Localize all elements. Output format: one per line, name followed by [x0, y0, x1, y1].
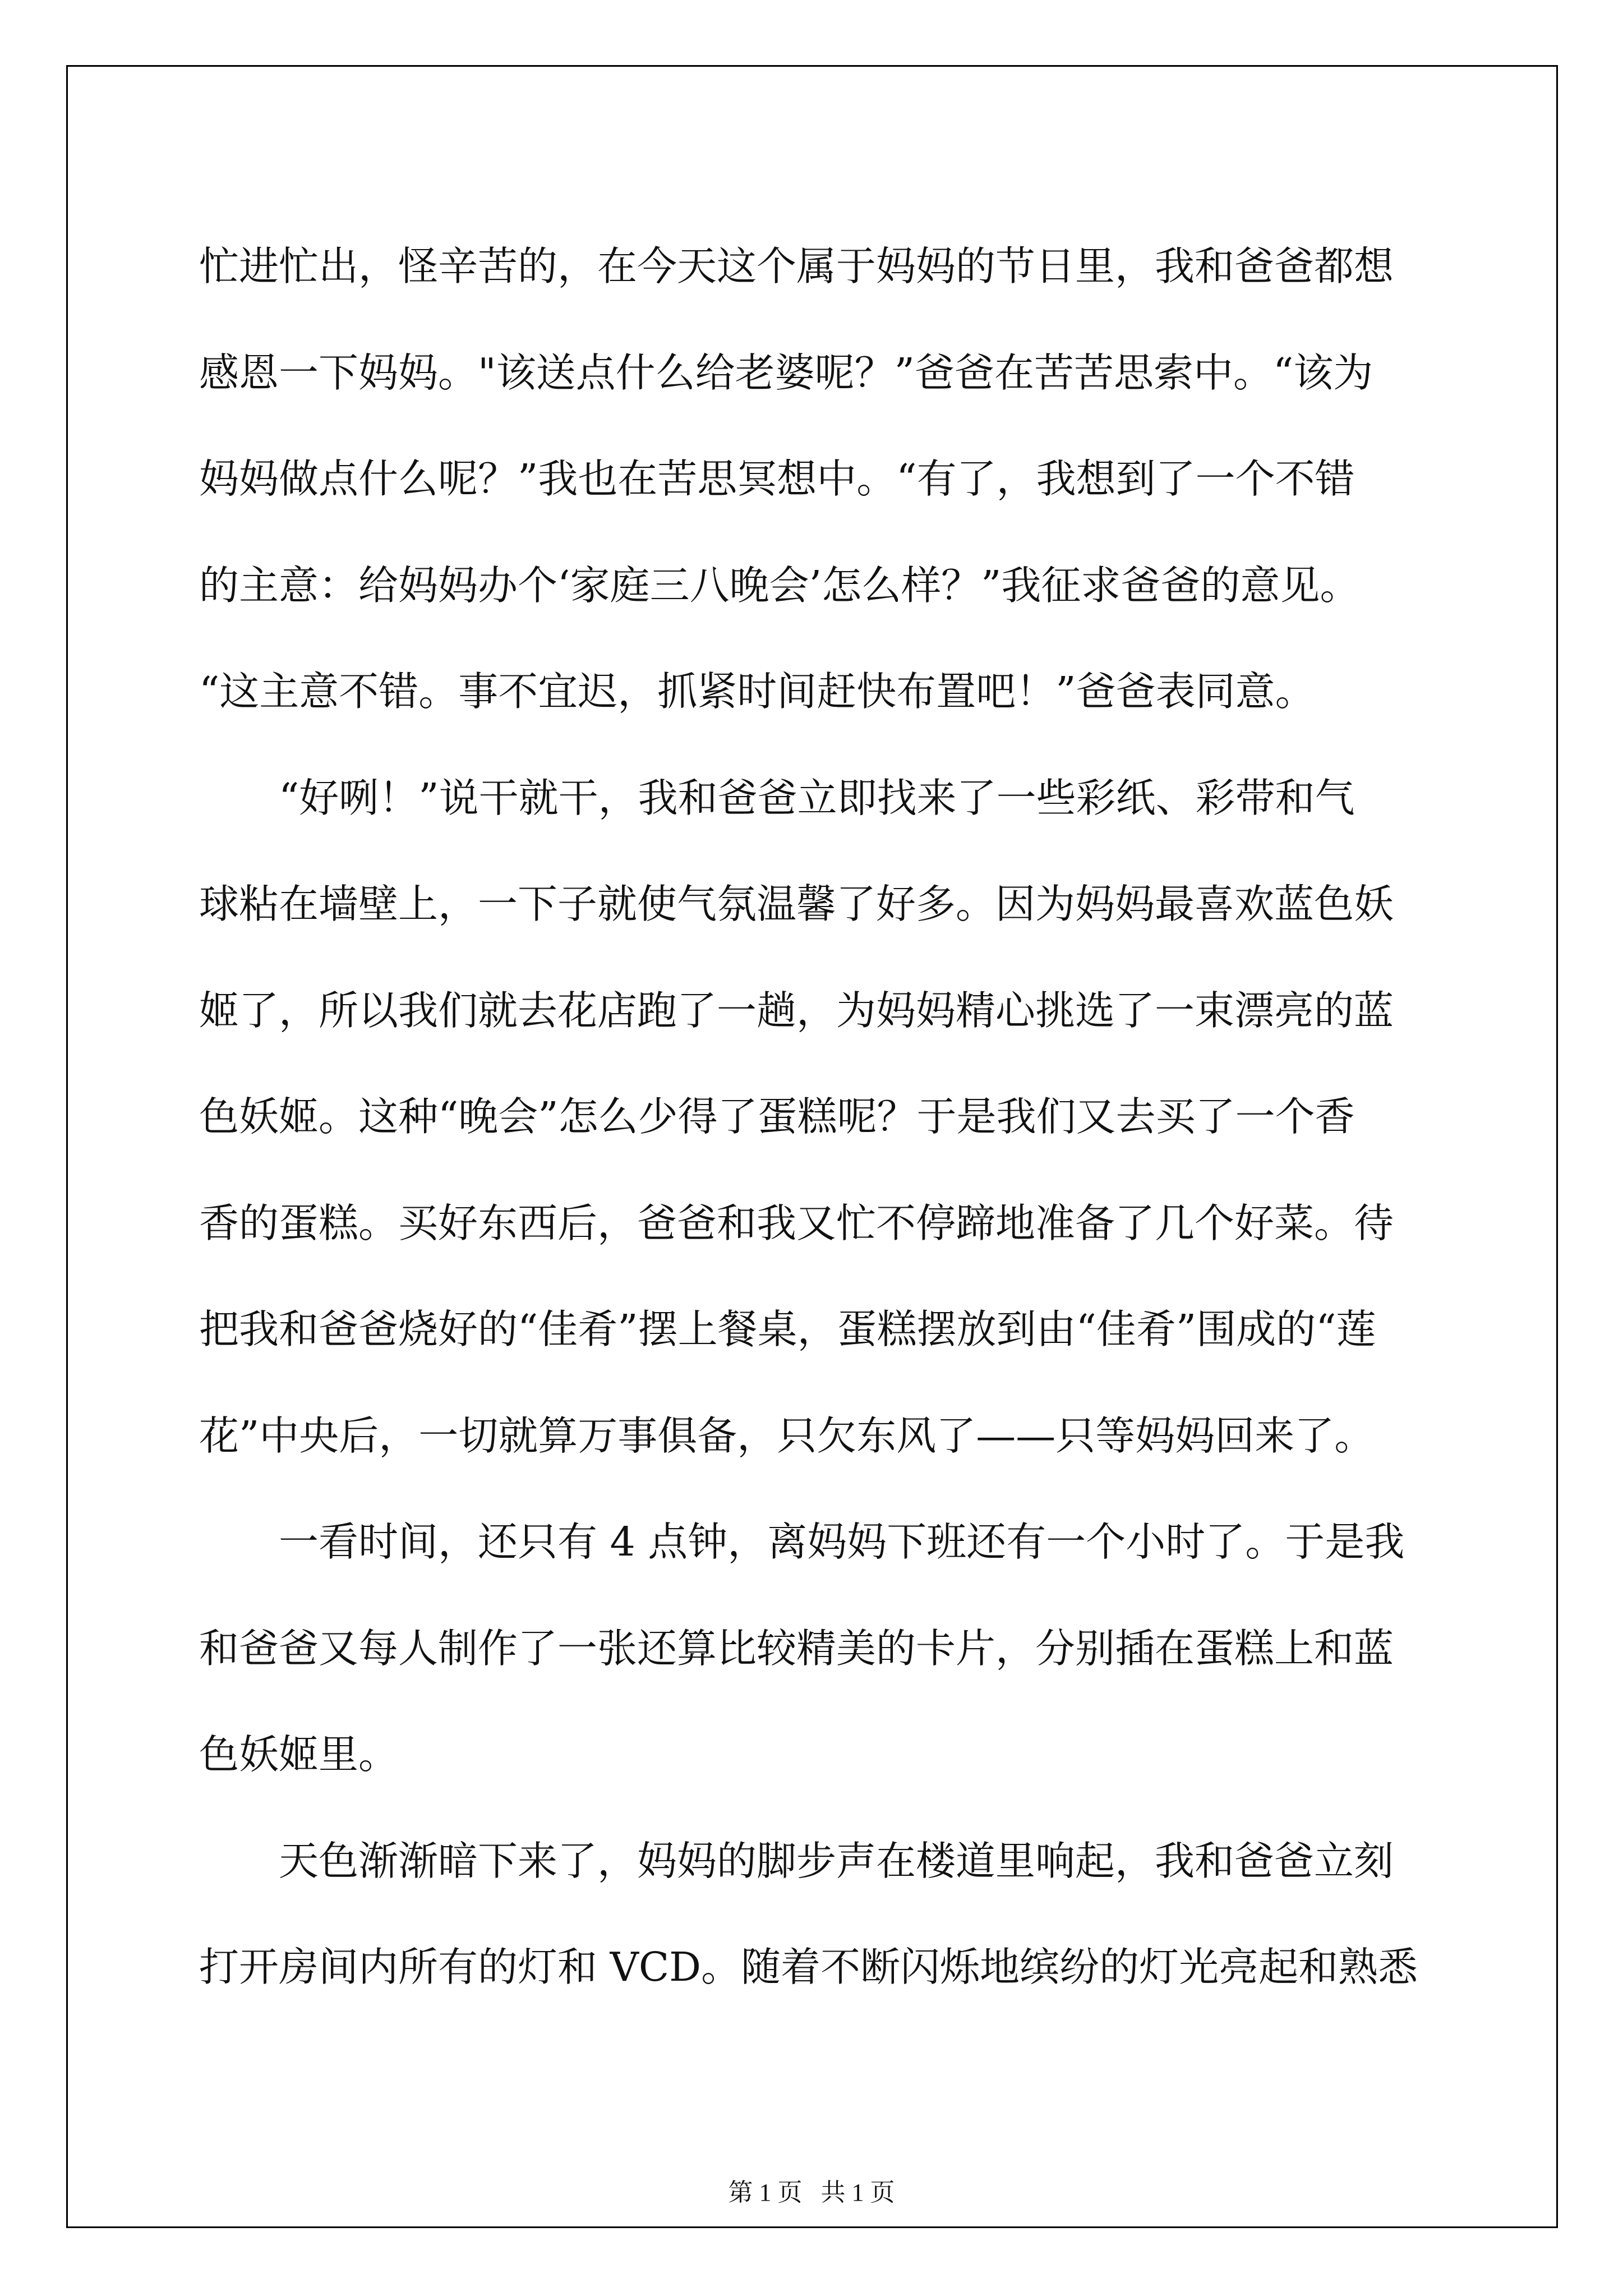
- text-line: 一看时间，还只有 4 点钟，离妈妈下班还有一个小时了。于是我: [279, 1519, 1405, 1565]
- text-line: 色妖姬里。: [199, 1731, 399, 1778]
- text-line: 香的蛋糕。买好东西后，爸爸和我又忙不停蹄地准备了几个好菜。待: [199, 1199, 1394, 1246]
- text-line: 打开房间内所有的灯和 VCD。随着不断闪烁地缤纷的灯光亮起和熟悉: [199, 1944, 1418, 1990]
- text-line: “这主意不错。事不宜迟，抓紧时间赶快布置吧！”爸爸表同意。: [199, 668, 1315, 715]
- text-line: 球粘在墙壁上，一下子就使气氛温馨了好多。因为妈妈最喜欢蓝色妖: [199, 881, 1394, 927]
- text-line: 忙进忙出，怪辛苦的，在今天这个属于妈妈的节日里，我和爸爸都想: [199, 243, 1394, 289]
- text-line: 把我和爸爸烧好的“佳肴”摆上餐桌，蛋糕摆放到由“佳肴”围成的“莲: [199, 1306, 1376, 1352]
- text-line: 和爸爸又每人制作了一张还算比较精美的卡片，分别插在蛋糕上和蓝: [199, 1625, 1394, 1672]
- text-line: 妈妈做点什么呢？”我也在苦思冥想中。“有了，我想到了一个不错: [199, 455, 1355, 502]
- text-line: 花”中央后，一切就算万事俱备，只欠东风了——只等妈妈回来了。: [199, 1412, 1375, 1459]
- text-line: “好咧！”说干就干，我和爸爸立即找来了一些彩纸、彩带和气: [279, 774, 1355, 821]
- text-line: 姬了，所以我们就去花店跑了一趟，为妈妈精心挑选了一束漂亮的蓝: [199, 987, 1394, 1034]
- page-footer: 第 1 页 共 1 页: [728, 2179, 895, 2206]
- document-body: [199, 213, 1438, 2021]
- text-line: 感恩一下妈妈。"该送点什么给老婆呢？”爸爸在苦苦思索中。“该为: [199, 349, 1373, 396]
- text-line: 的主意：给妈妈办个‘家庭三八晚会’怎么样？”我征求爸爸的意见。: [199, 562, 1360, 609]
- text-line: 天色渐渐暗下来了，妈妈的脚步声在楼道里响起，我和爸爸立刻: [279, 1837, 1394, 1884]
- text-line: 色妖姬。这种“晚会”怎么少得了蛋糕呢？于是我们又去买了一个香: [199, 1093, 1355, 1140]
